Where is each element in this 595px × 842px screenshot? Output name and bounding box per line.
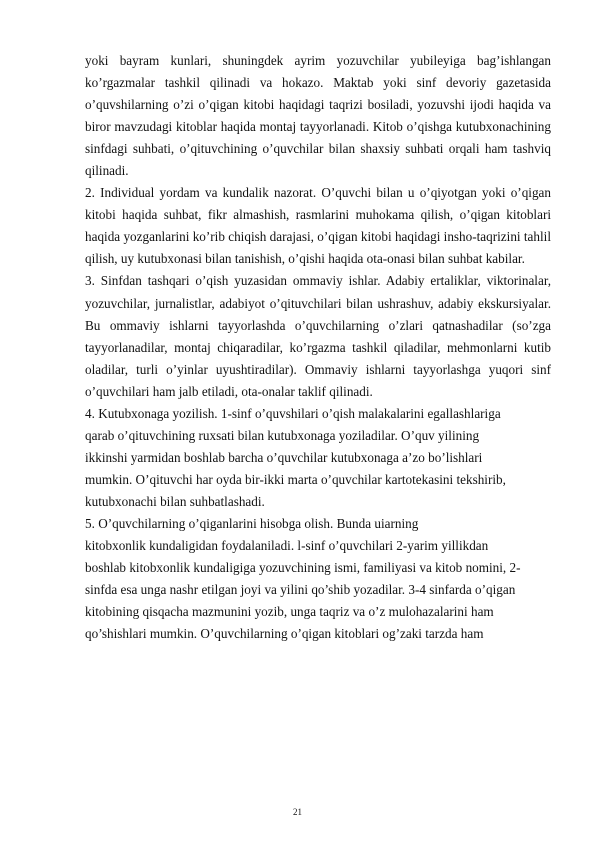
text-line: 4. Kutubxonaga yozilish. 1-sinf o’quvshilari o’qish malakalarini egallashlariga — [85, 405, 501, 421]
paragraph-individual-help: 2. Individual yordam va kundalik nazorat. O’quvchi bilan u o’qiyotgan yoki o’qigan kitobi haqida suhbat, fikr almashish, rasmlarini muhokama qilish, o’qigan kitoblari haqida yozganlarini ko’rib chiqish darajasi, o’qigan kitobi haqidagi insho-taqrizini tahlil qilish, uy kutubxonasi bilan tanishish, o’qishi haqida ota-onasi bilan suhbat kabilar. — [85, 185, 551, 267]
document-body — [85, 50, 551, 645]
text-line: kitobxonlik kundaligidan foydalaniladi. l-sinf o’quvchilari 2-yarim yillikdan — [85, 538, 489, 554]
text-line: qo’shishlari mumkin. O’quvchilarning o’qigan kitoblari og’zaki tarzda ham — [85, 626, 484, 642]
section-library-enrollment — [85, 403, 551, 513]
text-line: sinfda esa unga nashr etilgan joyi va yilini qo’shib yozadilar. 3-4 sinfarda o’qigan — [85, 582, 516, 598]
text-line: kutubxonachi bilan suhbatlashadi. — [85, 493, 265, 509]
text-line: qarab o’qituvchining ruxsati bilan kutubxonaga yoziladilar. O’quv yilining — [85, 427, 480, 443]
section-reading-records — [85, 513, 551, 645]
text-line: boshlab kitobxonlik kundaligiga yozuvchining ismi, familiyasi va kitob nomini, 2- — [85, 560, 521, 576]
page-number: 21 — [293, 807, 302, 817]
text-line: 5. O’quvchilarning o’qiganlarini hisobga olish. Bunda uiarning — [85, 515, 419, 531]
text-line: mumkin. O’qituvchi har oyda bir-ikki marta o’quvchilar kartotekasini tekshirib, — [85, 471, 506, 487]
text-line: ikkinshi yarmidan boshlab barcha o’quvchilar kutubxonaga a’zo bo’lishlari — [85, 449, 483, 465]
paragraph-continuation: yoki bayram kunlari, shuningdek ayrim yozuvchilar yubileyiga bag’ishlangan ko’rgazmalar tashkil qilinadi va hokazo. Maktab yoki sinf devoriy gazetasida o’quvshilarning o’zi o’qigan kitobi haqidagi taqrizi bosiladi, yozuvshi ijodi haqida va biror mavzudagi kitoblar haqida montaj tayyorlanadi. Kitob o’qishga kutubxonachining sinfdagi suhbati, o’qituvchining o’quvchilar bilan shaxsiy suhbati orqali ham tashviq qilinadi. — [85, 53, 551, 179]
text-line: kitobining qisqacha mazmunini yozib, unga taqriz va o’z mulohazalarini ham — [85, 604, 494, 620]
paragraph-mass-activities: 3. Sinfdan tashqari o’qish yuzasidan ommaviy ishlar. Adabiy ertaliklar, viktorinalar, yozuvchilar, jurnalistlar, adabiyot o’qituvchilari bilan ushrashuv, adabiy ekskursiyalar. Bu ommaviy ishlarni tayyorlashda o’quvchilarning o’zlari qatnashadilar (so’zga tayyorlanadilar, montaj chiqaradilar, ko’rgazma tashkil qiladilar, mehmonlarni kutib oladilar, turli o’yinlar uyushtiradilar). Ommaviy ishlarni tayyorlashga yuqori sinf o’quvchilari ham jalb etiladi, ota-onalar taklif qilinadi. — [85, 273, 551, 399]
